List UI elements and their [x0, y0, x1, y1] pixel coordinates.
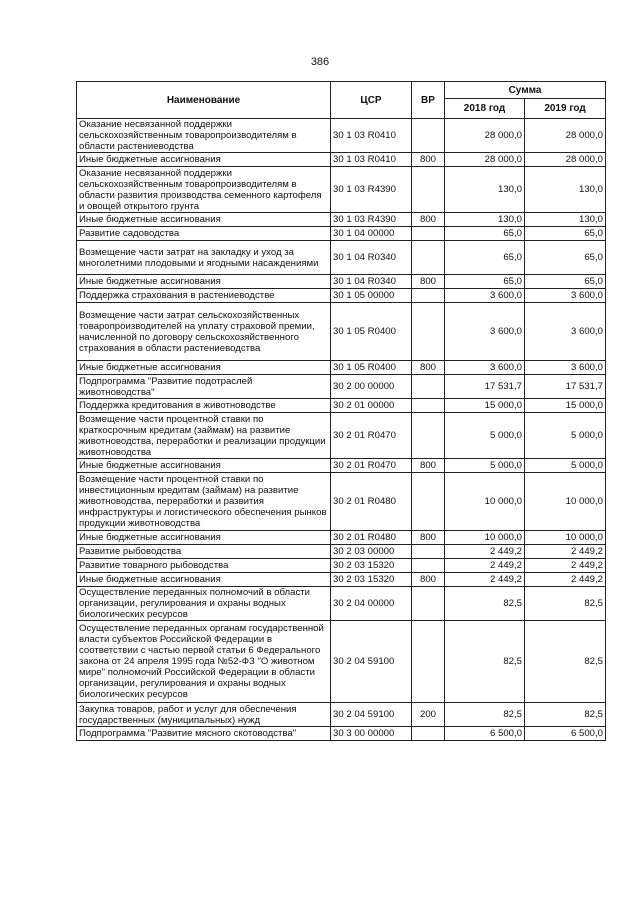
cell-csr: 30 2 00 00000	[331, 375, 412, 399]
cell-vr: 800	[412, 459, 445, 473]
cell-sum-2018: 82,5	[445, 621, 525, 703]
cell-csr: 30 3 00 00000	[331, 727, 412, 741]
header-name: Наименование	[77, 82, 331, 119]
cell-vr	[412, 167, 445, 213]
table-row	[77, 531, 606, 545]
cell-sum-2019: 82,5	[525, 587, 606, 621]
table-row	[77, 559, 606, 573]
cell-vr	[412, 727, 445, 741]
cell-sum-2019: 6 500,0	[525, 727, 606, 741]
cell-sum-2018: 82,5	[445, 587, 525, 621]
cell-sum-2018: 2 449,2	[445, 545, 525, 559]
cell-name: Возмещение части затрат на закладку и уход за многолетними плодовыми и ягодными насаждениями	[77, 241, 331, 275]
cell-sum-2018: 17 531,7	[445, 375, 525, 399]
table-row	[77, 573, 606, 587]
cell-sum-2019: 130,0	[525, 213, 606, 227]
table-row	[77, 241, 606, 275]
cell-sum-2018: 10 000,0	[445, 531, 525, 545]
cell-vr	[412, 227, 445, 241]
table-row	[77, 459, 606, 473]
cell-sum-2019: 130,0	[525, 167, 606, 213]
table-row	[77, 275, 606, 289]
cell-csr: 30 1 05 00000	[331, 289, 412, 303]
cell-sum-2019: 2 449,2	[525, 545, 606, 559]
cell-vr	[412, 119, 445, 153]
cell-vr: 200	[412, 703, 445, 727]
cell-sum-2018: 3 600,0	[445, 361, 525, 375]
header-sum: Сумма	[445, 82, 606, 99]
table-row	[77, 213, 606, 227]
table-row	[77, 375, 606, 399]
cell-name: Поддержка кредитования в животноводстве	[77, 399, 331, 413]
cell-vr: 800	[412, 275, 445, 289]
cell-sum-2019: 5 000,0	[525, 459, 606, 473]
table-row	[77, 399, 606, 413]
cell-name: Подпрограмма "Развитие подотраслей животноводства"	[77, 375, 331, 399]
cell-sum-2019: 65,0	[525, 275, 606, 289]
cell-vr	[412, 399, 445, 413]
table-row	[77, 361, 606, 375]
cell-sum-2019: 15 000,0	[525, 399, 606, 413]
table-row	[77, 621, 606, 703]
cell-vr	[412, 375, 445, 399]
cell-sum-2018: 15 000,0	[445, 399, 525, 413]
cell-vr: 800	[412, 361, 445, 375]
table-header	[77, 82, 606, 119]
cell-csr: 30 1 04 R0340	[331, 241, 412, 275]
cell-csr: 30 2 01 00000	[331, 399, 412, 413]
cell-name: Закупка товаров, работ и услуг для обеспечения государственных (муниципальных) нужд	[77, 703, 331, 727]
cell-sum-2019: 28 000,0	[525, 153, 606, 167]
table-row	[77, 587, 606, 621]
table-row	[77, 473, 606, 531]
table-row	[77, 227, 606, 241]
cell-csr: 30 2 01 R0470	[331, 413, 412, 459]
cell-name: Подпрограмма "Развитие мясного скотоводства"	[77, 727, 331, 741]
cell-sum-2019: 2 449,2	[525, 573, 606, 587]
cell-vr	[412, 587, 445, 621]
cell-vr	[412, 303, 445, 361]
cell-sum-2019: 65,0	[525, 241, 606, 275]
cell-name: Иные бюджетные ассигнования	[77, 361, 331, 375]
cell-sum-2018: 130,0	[445, 213, 525, 227]
cell-name: Осуществление переданных органам государственной власти субъектов Российской Федерации в соответствии с частью первой статьи 6 Федерального закона от 24 апреля 1995 года №52-ФЗ "О животном мире" полномочий Российской Федерации в области организации, регулирования и охраны водных биологических ресурсов	[77, 621, 331, 703]
cell-name: Оказание несвязанной поддержки сельскохозяйственным товаропроизводителям в области растениеводства	[77, 119, 331, 153]
cell-csr: 30 2 03 15320	[331, 573, 412, 587]
cell-sum-2019: 3 600,0	[525, 361, 606, 375]
cell-vr	[412, 621, 445, 703]
cell-sum-2018: 82,5	[445, 703, 525, 727]
table-row	[77, 119, 606, 153]
cell-sum-2019: 28 000,0	[525, 119, 606, 153]
cell-sum-2018: 28 000,0	[445, 119, 525, 153]
cell-csr: 30 2 04 59100	[331, 621, 412, 703]
table-row	[77, 153, 606, 167]
cell-name: Развитие садоводства	[77, 227, 331, 241]
cell-name: Иные бюджетные ассигнования	[77, 531, 331, 545]
cell-vr	[412, 241, 445, 275]
cell-sum-2019: 3 600,0	[525, 303, 606, 361]
cell-csr: 30 1 03 R0410	[331, 153, 412, 167]
cell-sum-2018: 3 600,0	[445, 303, 525, 361]
cell-sum-2018: 65,0	[445, 275, 525, 289]
cell-name: Иные бюджетные ассигнования	[77, 153, 331, 167]
cell-sum-2018: 65,0	[445, 241, 525, 275]
cell-csr: 30 2 01 R0470	[331, 459, 412, 473]
table-row	[77, 167, 606, 213]
table-row	[77, 545, 606, 559]
cell-name: Иные бюджетные ассигнования	[77, 459, 331, 473]
cell-csr: 30 1 03 R4390	[331, 167, 412, 213]
cell-vr	[412, 559, 445, 573]
cell-sum-2019: 3 600,0	[525, 289, 606, 303]
cell-name: Возмещение части процентной ставки по инвестиционным кредитам (займам) на развитие животноводства, переработки и развития инфраструктуры и логистического обеспечения рынков продукции животноводства	[77, 473, 331, 531]
cell-sum-2018: 2 449,2	[445, 573, 525, 587]
cell-sum-2019: 17 531,7	[525, 375, 606, 399]
cell-name: Иные бюджетные ассигнования	[77, 275, 331, 289]
cell-sum-2018: 5 000,0	[445, 459, 525, 473]
cell-csr: 30 1 05 R0400	[331, 303, 412, 361]
cell-vr: 800	[412, 531, 445, 545]
cell-vr	[412, 545, 445, 559]
cell-name: Оказание несвязанной поддержки сельскохозяйственным товаропроизводителям в области развития производства семенного картофеля и овощей открытого грунта	[77, 167, 331, 213]
cell-vr	[412, 289, 445, 303]
cell-sum-2019: 10 000,0	[525, 473, 606, 531]
header-year-2019: 2019 год	[525, 99, 606, 119]
cell-csr: 30 2 03 00000	[331, 545, 412, 559]
cell-sum-2018: 5 000,0	[445, 413, 525, 459]
cell-vr	[412, 413, 445, 459]
cell-sum-2018: 2 449,2	[445, 559, 525, 573]
header-vr: ВР	[412, 82, 445, 119]
cell-csr: 30 2 01 R0480	[331, 473, 412, 531]
cell-name: Поддержка страхования в растениеводстве	[77, 289, 331, 303]
cell-name: Возмещение части процентной ставки по краткосрочным кредитам (займам) на развитие животноводства, переработки и реализации продукции животноводства	[77, 413, 331, 459]
cell-sum-2019: 5 000,0	[525, 413, 606, 459]
cell-sum-2019: 82,5	[525, 621, 606, 703]
cell-sum-2018: 6 500,0	[445, 727, 525, 741]
table-body	[77, 119, 606, 741]
cell-vr	[412, 473, 445, 531]
cell-sum-2019: 82,5	[525, 703, 606, 727]
cell-csr: 30 2 01 R0480	[331, 531, 412, 545]
cell-vr: 800	[412, 153, 445, 167]
header-csr: ЦСР	[331, 82, 412, 119]
table-row	[77, 289, 606, 303]
page-number: 386	[310, 56, 330, 68]
cell-sum-2018: 65,0	[445, 227, 525, 241]
cell-name: Развитие товарного рыбоводства	[77, 559, 331, 573]
table-row	[77, 413, 606, 459]
cell-csr: 30 1 03 R4390	[331, 213, 412, 227]
cell-csr: 30 1 03 R0410	[331, 119, 412, 153]
cell-name: Иные бюджетные ассигнования	[77, 573, 331, 587]
header-year-2018: 2018 год	[445, 99, 525, 119]
cell-name: Возмещение части затрат сельскохозяйственных товаропроизводителей на уплату страховой премии, начисленной по договору сельскохозяйственного страхования в области растениеводства	[77, 303, 331, 361]
cell-csr: 30 2 04 59100	[331, 703, 412, 727]
budget-table	[76, 81, 606, 741]
cell-sum-2018: 28 000,0	[445, 153, 525, 167]
cell-csr: 30 1 04 00000	[331, 227, 412, 241]
cell-sum-2019: 10 000,0	[525, 531, 606, 545]
cell-csr: 30 2 04 00000	[331, 587, 412, 621]
cell-sum-2018: 10 000,0	[445, 473, 525, 531]
cell-name: Иные бюджетные ассигнования	[77, 213, 331, 227]
table-row	[77, 303, 606, 361]
cell-name: Развитие рыбоводства	[77, 545, 331, 559]
cell-csr: 30 1 05 R0400	[331, 361, 412, 375]
cell-csr: 30 2 03 15320	[331, 559, 412, 573]
table-row	[77, 727, 606, 741]
cell-sum-2018: 130,0	[445, 167, 525, 213]
cell-sum-2018: 3 600,0	[445, 289, 525, 303]
cell-csr: 30 1 04 R0340	[331, 275, 412, 289]
table-row	[77, 703, 606, 727]
cell-name: Осуществление переданных полномочий в области организации, регулирования и охраны водных биологических ресурсов	[77, 587, 331, 621]
cell-sum-2019: 65,0	[525, 227, 606, 241]
cell-sum-2019: 2 449,2	[525, 559, 606, 573]
cell-vr: 800	[412, 573, 445, 587]
cell-vr: 800	[412, 213, 445, 227]
